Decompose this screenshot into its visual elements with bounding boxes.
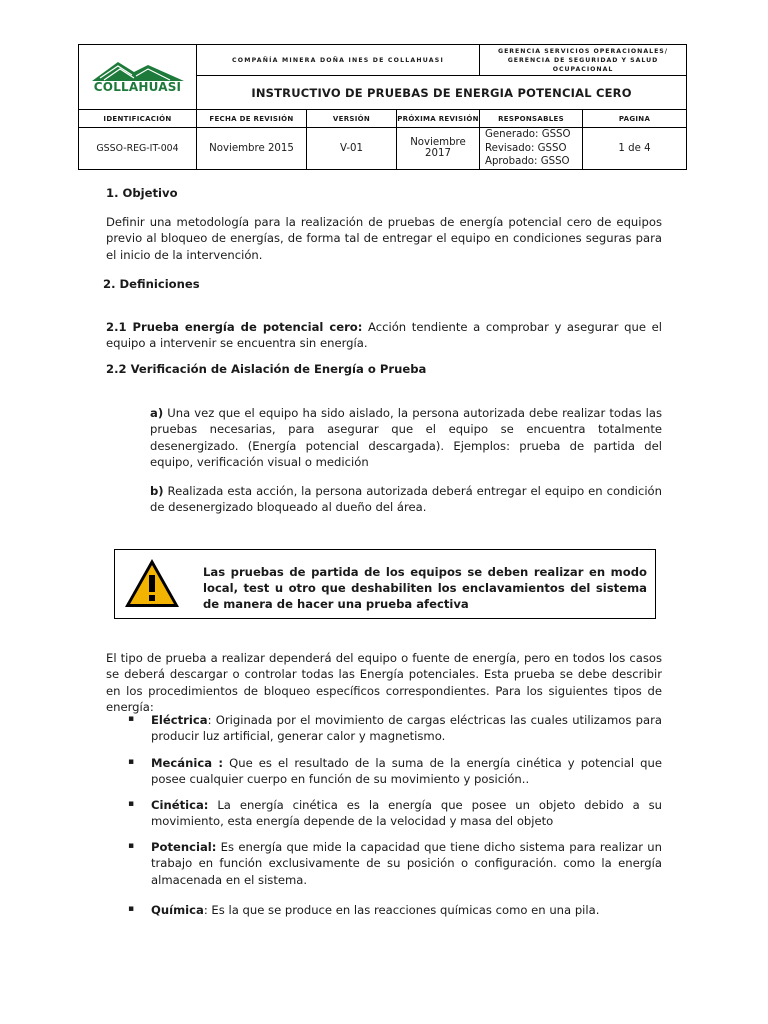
document-title: INSTRUCTIVO DE PRUEBAS DE ENERGIA POTENCIAL CERO: [197, 76, 687, 110]
definition-2-1: [106, 319, 662, 352]
warning-box: [114, 549, 656, 619]
section-1-text: Definir una metodología para la realización de pruebas de energía potencial cero de equipos previo al bloqueo de energías, de forma tal de entregar el equipo en condiciones seguras para el inicio de la intervención.: [106, 215, 662, 262]
value-identificacion: GSSO-REG-IT-004: [79, 128, 197, 170]
item-b-text: Realizada esta acción, la persona autorizada deberá entregar el equipo en condición de desenergizado bloqueado al dueño del área.: [150, 484, 662, 515]
bullet-text: Originada por el movimiento de cargas eléctricas las cuales utilizamos para producir luz artificial, generar calor y magnetismo.: [151, 713, 662, 744]
mountain-logo-icon: [90, 60, 186, 82]
warning-text: Las pruebas de partida de los equipos se deben realizar en modo local, test u otro que deshabiliten los enclavamientos del sistema de manera de hacer una prueba afectiva: [203, 565, 647, 611]
bullet-icon: ▪: [128, 757, 135, 767]
responsable-aprobado: Aprobado: GSSO: [485, 156, 570, 167]
definition-2-1-title: 2.1 Prueba energía de potencial cero:: [106, 320, 363, 334]
company-name: COMPAÑÍA MINERA DOÑA INES DE COLLAHUASI: [197, 45, 480, 76]
bullet-mecanica: [151, 755, 662, 788]
header-values-row: [79, 128, 687, 170]
bullet-text: La energía cinética es la energía que posee un objeto debido a su movimiento, esta energía depende de la velocidad y masa del objeto: [151, 798, 662, 829]
bullet-icon: ▪: [128, 714, 135, 724]
bullet-text: Es la que se produce en las reacciones químicas como en una pila.: [207, 903, 600, 917]
collahuasi-logo: [79, 45, 196, 109]
definition-2-2-heading: 2.2 Verificación de Aislación de Energía o Prueba: [106, 362, 427, 376]
bullet-term: Potencial:: [151, 840, 217, 854]
bullet-term: Cinética:: [151, 798, 209, 812]
value-fecha: Noviembre 2015: [197, 128, 307, 170]
value-version: V-01: [307, 128, 397, 170]
col-fecha-revision: FECHA DE REVISIÓN: [197, 110, 307, 128]
bullet-icon: ▪: [128, 904, 135, 914]
energy-types-intro: El tipo de prueba a realizar dependerá del equipo o fuente de energía, pero en todos los casos se deberá descargar o controlar todas las Energía potenciales. Esta prueba se debe describir en los procedimientos de bloqueo específicos correspondientes. Para los siguientes tipos de energía:: [106, 651, 662, 714]
logo-text: COLLAHUASI: [93, 80, 182, 94]
item-a-label: a): [150, 406, 164, 420]
section-2-heading: 2. Definiciones: [103, 277, 200, 291]
item-a-text: Una vez que el equipo ha sido aislado, la persona autorizada debe realizar todas las pruebas necesarias, para asegurar que el equipo se encuentra totalmente desenergizado. (Energía potencial descargada). Ejemplos: prueba de partida del equipo, verificación visual o medición: [150, 406, 662, 469]
item-b: [150, 483, 662, 516]
item-a: [150, 405, 662, 470]
bullet-text: Es energía que mide la capacidad que tiene dicho sistema para realizar un trabajo en función exclusivamente de su posición o configuración. como la energía almacenada en el sistema.: [151, 840, 662, 887]
bullet-sep: :: [203, 903, 208, 917]
gerencia-line-1: GERENCIA SERVICIOS OPERACIONALES/: [497, 47, 669, 55]
bullet-electrica: [151, 712, 662, 745]
value-responsables: [480, 128, 583, 170]
responsable-generado: Generado: GSSO: [485, 129, 571, 140]
item-b-label: b): [150, 484, 164, 498]
gerencia-line-2: GERENCIA DE SEGURIDAD Y SALUD OCUPACIONAL: [507, 56, 659, 73]
bullet-term: Química: [151, 903, 204, 917]
bullet-text: Que es el resultado de la suma de la energía cinética y potencial que posee cualquier cuerpo en función de su movimiento y posición..: [151, 756, 662, 787]
col-version: VERSIÓN: [307, 110, 397, 128]
header-column-row: [79, 110, 687, 128]
col-pagina: PAGINA: [583, 110, 687, 128]
bullet-icon: ▪: [128, 841, 135, 851]
col-identificacion: IDENTIFICACIÓN: [79, 110, 197, 128]
bullet-term: Mecánica :: [151, 756, 224, 770]
bullet-quimica: [151, 902, 662, 918]
bullet-sep: :: [207, 713, 212, 727]
gerencia-cell: [480, 45, 687, 76]
col-responsables: RESPONSABLES: [480, 110, 583, 128]
bullet-cinetica: [151, 797, 662, 830]
bullet-term: Eléctrica: [151, 713, 208, 727]
value-pagina: 1 de 4: [583, 128, 687, 170]
responsable-revisado: Revisado: GSSO: [485, 142, 567, 154]
value-proxima: Noviembre 2017: [397, 128, 480, 170]
logo-cell: [79, 45, 197, 110]
bullet-icon: ▪: [128, 799, 135, 809]
col-proxima-revision: PRÓXIMA REVISIÓN: [397, 110, 480, 128]
definition-2-1-text: Acción tendiente a comprobar y asegurar que el equipo a intervenir se encuentra sin energía.: [106, 320, 662, 351]
document-header-table: [78, 44, 687, 170]
section-1-heading: 1. Objetivo: [106, 186, 178, 200]
warning-triangle-icon: [123, 557, 181, 609]
bullet-potencial: [151, 839, 662, 888]
